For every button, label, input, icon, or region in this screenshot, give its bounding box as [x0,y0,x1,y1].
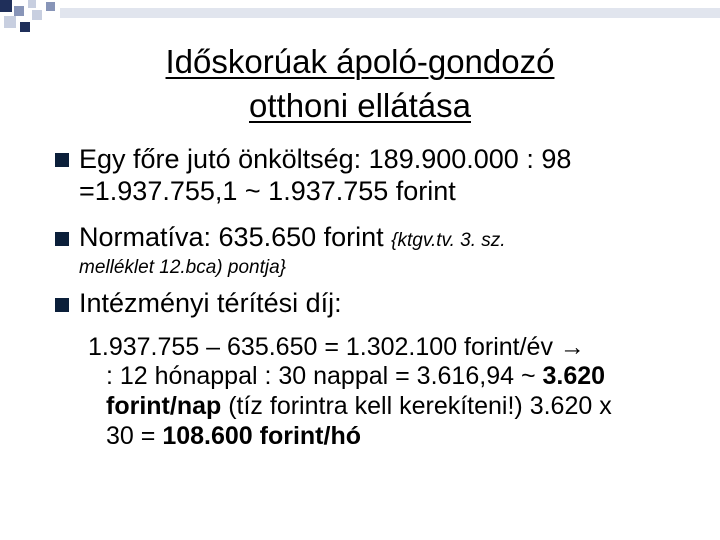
bullet-3-text: Intézményi térítési díj: [79,288,342,318]
title-line-2: otthoni ellátása [249,87,471,124]
calc-line-3-text: (tíz forintra kell kerekíteni!) 3.620 x [221,392,612,420]
bullet-3-marker [55,298,69,312]
bullet-1-marker [55,153,69,167]
title-line-1: Időskorúak ápoló-gondozó [165,43,555,80]
bullet-2-note-start: {ktgv.tv. 3. sz. [391,230,506,251]
calc-line-4 [106,422,361,451]
bullet-1-line-1: Egy főre jutó önköltség: 189.900.000 : 98 [79,144,572,174]
calc-line-1: 1.937.755 – 635.650 = 1.302.100 forint/év → [88,333,585,361]
bullet-1-line-2: =1.937.755,1 ~ 1.937.755 forint [79,176,456,206]
calc-line-3-bold: forint/nap [106,392,222,420]
calc-line-2-bold: 3.620 [542,362,606,390]
bullet-2-main: Normatíva: 635.650 forint [79,222,392,252]
calc-line-4-text: 30 = [106,422,163,450]
bullet-2-marker [55,232,69,246]
bullet-2-line-1 [79,222,506,256]
calc-line-3 [106,392,612,421]
calc-line-2 [106,362,605,391]
corner-decoration [0,0,720,40]
calc-line-2-text: : 12 hónappal : 30 nappal = 3.616,94 ~ [106,362,543,390]
calc-line-4-bold: 108.600 forint/hó [162,422,361,450]
slide-title [60,40,660,128]
bullet-2-note-end: melléklet 12.bca) pontja} [79,257,287,278]
